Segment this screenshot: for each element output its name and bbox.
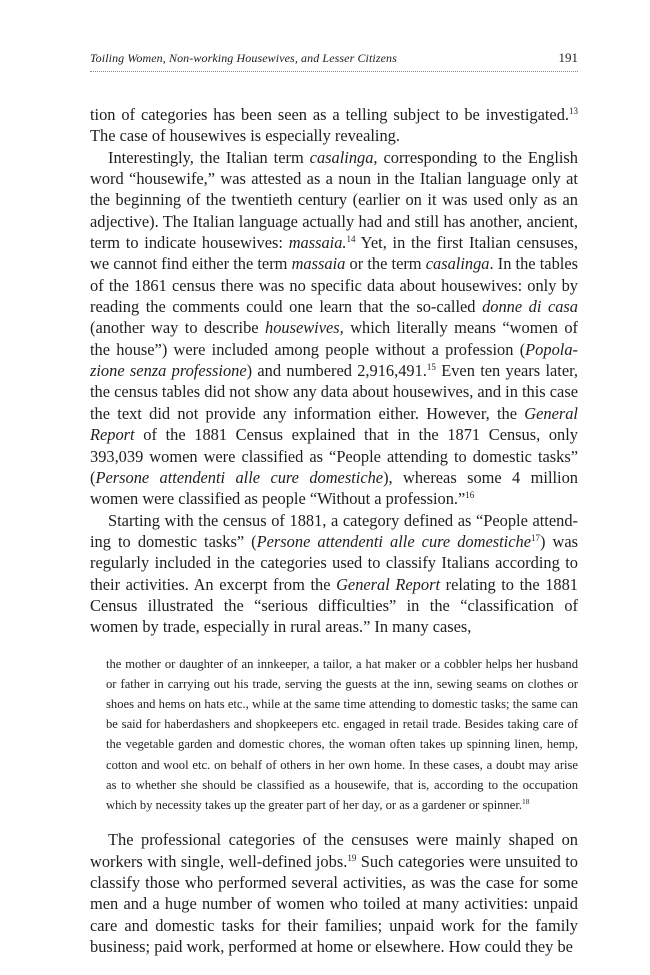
p2-italic-casalinga-2: casalinga — [425, 254, 490, 274]
p2-text-10: of the 1881 Census explained that in the 1871 Census, only 393,039 women were classified as “People attending to domestic tasks” ( — [90, 425, 578, 487]
p1-text-2: The case of housewives is especially revealing. — [90, 126, 400, 146]
p2-italic-housewives: housewives, — [265, 318, 344, 338]
p2-text-2: corresponding to the English word “housewife,” was attested as a noun in the Italian language only at the beginning of the twentieth century (earlier on it was used only as an adjective). The Italian language actually had and still has another, ancient, term to indicate housewives: — [90, 147, 578, 253]
p3-italic-persone: Persone attendenti alle cure domestiche — [256, 531, 531, 551]
p2-text-8: ) and numbered 2,916,491. — [246, 361, 427, 381]
p2-text-9: Even ten years later, the census tables did not show any data about housewives, and in this case the text did not provide any information either. However, the — [90, 361, 579, 423]
p2-text-1: Interestingly, the Italian term — [108, 147, 310, 167]
p3-text-1: Starting with the census of 1881, a category defined as “People attending to domestic tasks” ( — [90, 510, 578, 551]
footnote-ref-13: 13 — [569, 106, 578, 116]
p3-text-3: relating to the 1881 Census illustrated the “serious difficulties” in the “classification of women by trade, especially in rural areas.” In many cases, — [90, 574, 578, 637]
p2-text-5: . In the tables of the 1861 census there was no specific data about housewives: only by reading the comments could one learn that the so-called — [90, 254, 578, 317]
p2-italic-massaia-2: massaia — [291, 254, 346, 274]
paragraph-1 — [90, 104, 578, 147]
p2-italic-persone: Persone attendenti alle cure domestiche — [95, 467, 384, 487]
p3-text-2: ) was regularly included in the categories used to classify Italians according to their activities. An excerpt from the — [90, 531, 578, 594]
page-number: 191 — [558, 50, 578, 65]
p2-italic-casalinga: casalinga, — [309, 147, 378, 167]
footnote-ref-19: 19 — [347, 852, 357, 863]
paragraph-4 — [90, 829, 578, 957]
paragraph-3 — [90, 510, 578, 638]
p1-text-1: tion of categories has been seen as a telling subject to be investigated. — [90, 105, 569, 124]
p2-text-4: or the term — [345, 254, 426, 274]
p2-text-7: which literally means “women of the house”) were included among people without a profession ( — [90, 318, 578, 359]
p2-italic-popolazione: Popolazione senza professione — [90, 339, 578, 381]
p4-text-2: Such categories were unsuited to classify those who performed several activities, as was the case for some men and a huge number of women who toiled at many activities: unpaid care and domestic tasks for their families; unpaid work for the family business; paid work, performed at home or elsewhere. How could they be — [90, 851, 579, 956]
p3-italic-general-report: General Report — [336, 574, 441, 594]
paragraph-2 — [90, 147, 578, 510]
p2-text-11: ), whereas some 4 million women were classified as people “Without a profession.” — [90, 467, 578, 509]
p2-italic-general-report: General Report — [90, 403, 578, 445]
footnote-ref-15: 15 — [426, 362, 436, 373]
quote-text: the mother or daughter of an innkeeper, a tailor, a hat maker or a cobbler helps her husband or father in carrying out his trade, serving the guests at the inn, sewing seams on clothes or shoes and hems on hats etc., while at the same time attending to domestic tasks; the same can be said for haberdashers and shopkeepers etc. engaged in retail trade. Besides taking care of the vegetable garden and domestic chores, the woman often takes up spinning linen, hemp, cotton and wool etc. on behalf of others in her own home. In these cases, a doubt may arise as to whether she should be classified as a housewife, that is, according to the occupation which by necessity takes up the greater part of her day, or as a gardener or spinner. — [106, 656, 578, 813]
running-title: Toiling Women, Non-working Housewives, and Lesser Citizens — [90, 51, 397, 65]
p2-italic-massaia: massaia. — [288, 233, 347, 253]
p2-italic-donne-di-casa: donne di casa — [482, 297, 579, 317]
footnote-ref-14: 14 — [346, 234, 356, 245]
p2-text-6: (another way to describe — [90, 318, 265, 338]
p2-text-3: Yet, in the first Italian censuses, we cannot find either the term — [90, 233, 579, 274]
running-header — [90, 50, 578, 72]
footnote-ref-17: 17 — [530, 532, 540, 543]
footnote-ref-18: 18 — [522, 797, 530, 807]
body-text — [90, 104, 578, 957]
block-quote — [106, 654, 578, 816]
p4-text-1: The professional categories of the censuses were mainly shaped on workers with single, well-defined jobs. — [90, 830, 578, 871]
footnote-ref-16: 16 — [465, 490, 475, 501]
